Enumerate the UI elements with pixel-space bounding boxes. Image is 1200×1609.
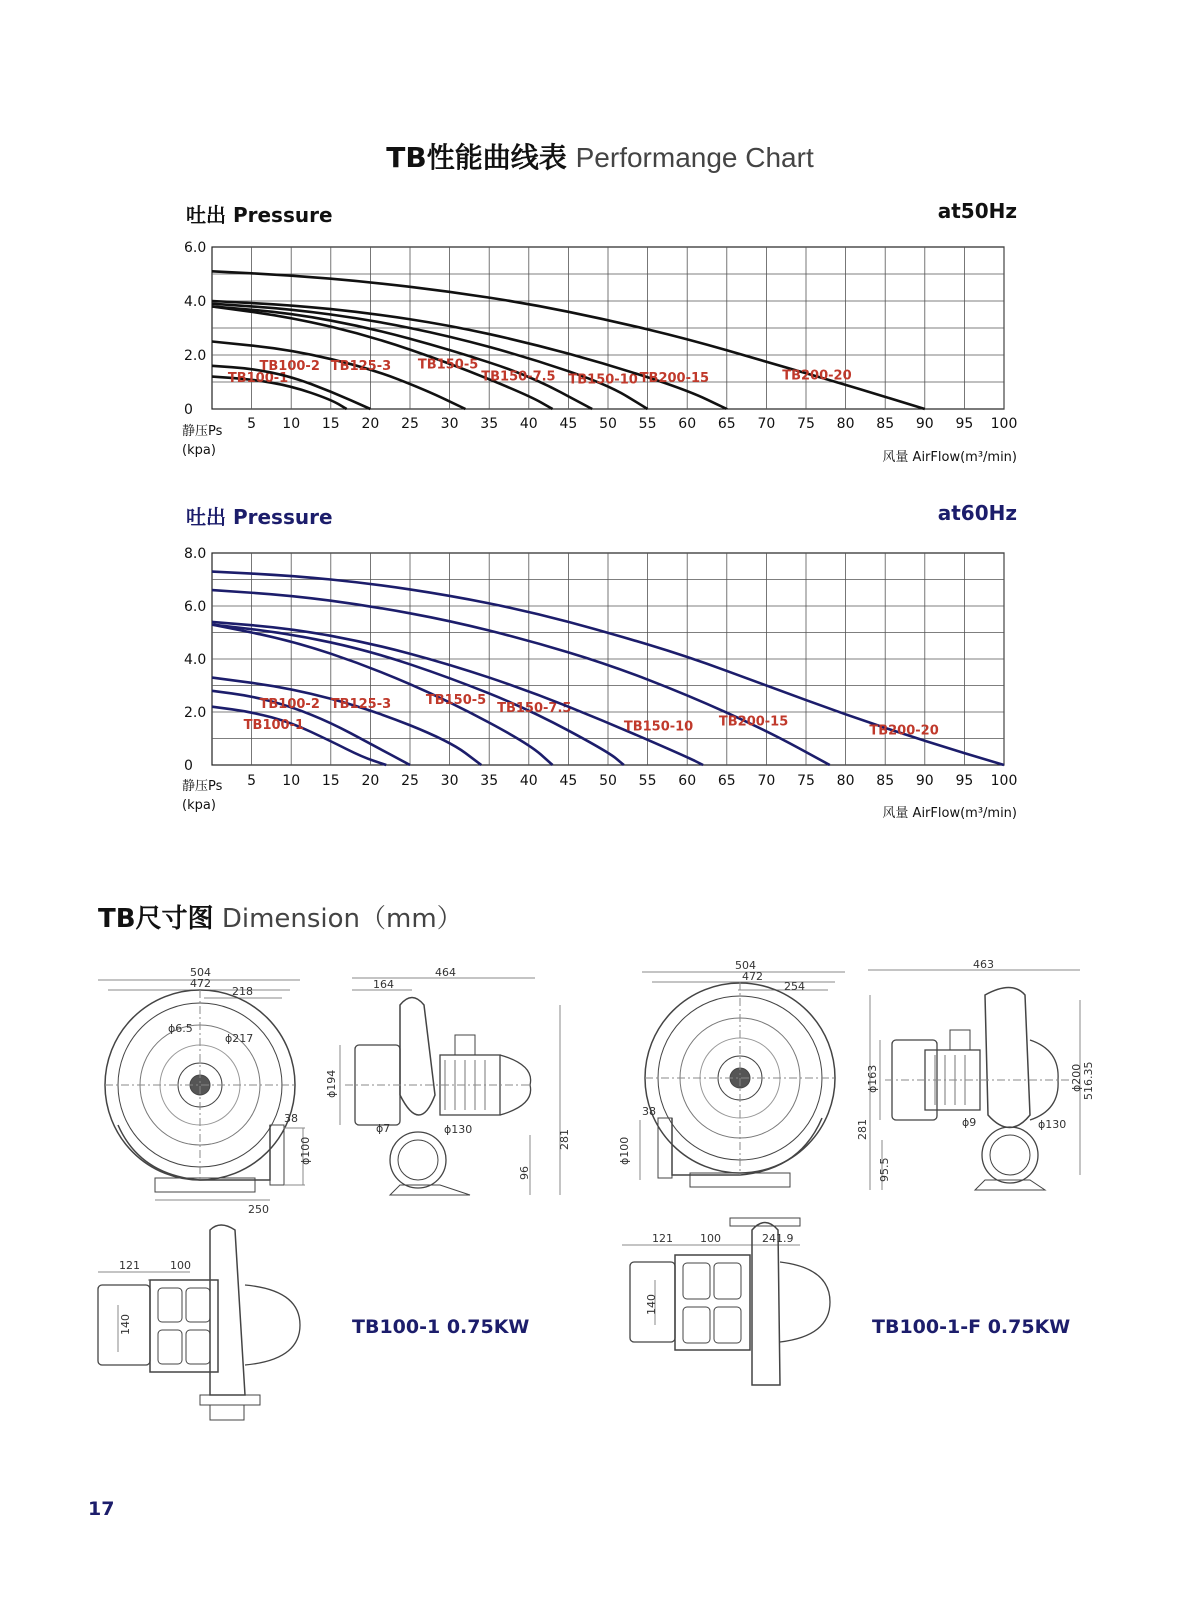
dim-2-464: 464 (435, 966, 456, 979)
dim-5-100: 100 (170, 1259, 191, 1272)
chart-60hz-xtick: 90 (915, 773, 934, 789)
chart-60hz-xtick: 35 (480, 773, 499, 789)
chart-50hz-label-tb125-3: TB125-3 (330, 358, 392, 374)
dim-5-140: 140 (119, 1314, 132, 1335)
chart-60hz-ytick: 8.0 (184, 546, 207, 562)
dim-4-463: 463 (973, 958, 994, 971)
chart-50hz-xtick: 15 (321, 416, 340, 432)
dim-2-96: 96 (518, 1166, 531, 1180)
chart-50hz-xlabel: 风量 AirFlow(m³/min) (882, 450, 1017, 465)
chart-60hz-label-tb100-2: TB100-2 (259, 697, 320, 713)
chart-60hz-xtick: 80 (836, 773, 855, 789)
dimension-title-cn: TB尺寸图 (98, 904, 214, 934)
dim-4-281: 281 (856, 1119, 869, 1140)
chart-60hz-xtick: 15 (321, 773, 340, 789)
dim-3-254: 254 (784, 980, 805, 993)
dim-3-472: 472 (742, 970, 763, 983)
dim-6-121: 121 (652, 1232, 673, 1245)
chart-60hz-xtick: 85 (876, 773, 895, 789)
dim-1-250: 250 (248, 1203, 269, 1216)
dim-1-phi100: ϕ100 (299, 1136, 312, 1165)
chart-60hz-title: 吐出 Pressure (186, 505, 333, 529)
chart-50hz-label-tb200-20: TB200-20 (782, 368, 852, 384)
chart-50hz-title: 吐出 Pressure (186, 203, 333, 227)
chart-50hz-xtick: 30 (440, 416, 459, 432)
chart-50hz-xtick: 25 (401, 416, 419, 432)
dim-2-phi130: ϕ130 (444, 1123, 473, 1136)
chart-60hz-series-tb150-7-5 (212, 625, 624, 765)
chart-60hz-label-tb150-10: TB150-10 (623, 719, 694, 735)
dim-6-100: 100 (700, 1232, 721, 1245)
chart-50hz-xtick: 60 (678, 416, 697, 432)
chart-50hz-xtick: 85 (876, 416, 895, 432)
dim-3-504: 504 (735, 959, 756, 972)
drawing-side-tb100-1 (340, 978, 560, 1195)
page-title-en: Performange Chart (575, 142, 814, 173)
dimension-title (98, 898, 463, 935)
dim-3-38: 38 (642, 1105, 656, 1118)
chart-60hz-xlabel: 风量 AirFlow(m³/min) (882, 806, 1017, 821)
chart-50hz-xtick: 100 (990, 416, 1018, 432)
page-title-cn: TB性能曲线表 (386, 141, 567, 174)
chart-50hz-ytick: 0 (184, 402, 193, 418)
chart-50hz-label-tb150-7-5: TB150-7.5 (481, 369, 556, 385)
chart-50hz-xtick: 55 (638, 416, 657, 432)
chart-60hz-label-tb150-5: TB150-5 (425, 693, 487, 709)
chart-60hz-xtick: 30 (440, 773, 459, 789)
dim-5-121: 121 (119, 1259, 140, 1272)
dim-1-504: 504 (190, 966, 211, 979)
dim-6-241-9: 241.9 (762, 1232, 794, 1245)
chart-60hz-label-tb100-1: TB100-1 (243, 718, 305, 734)
dim-4-phi9: ϕ9 (962, 1116, 977, 1129)
chart-50hz-xtick: 40 (519, 416, 538, 432)
chart-60hz-ylabel-line2: (kpa) (182, 798, 216, 813)
chart-50hz-xtick: 70 (757, 416, 776, 432)
chart-60hz-ytick: 6.0 (184, 599, 207, 615)
page-number: 17 (88, 1498, 115, 1520)
chart-60hz-xtick: 95 (955, 773, 974, 789)
chart-50hz-xtick: 35 (480, 416, 499, 432)
chart-60hz-xtick: 40 (519, 773, 538, 789)
chart-60hz-xtick: 70 (757, 773, 776, 789)
chart-50hz-label-tb100-1: TB100-1 (227, 371, 289, 386)
chart-60hz-label-tb200-15: TB200-15 (718, 714, 789, 730)
chart-50hz-xtick: 90 (915, 416, 934, 432)
chart-50hz-ylabel-line2: (kpa) (182, 443, 216, 458)
chart-50hz-xtick: 75 (797, 416, 815, 432)
chart-60hz-xtick: 45 (559, 773, 578, 789)
chart-50hz-xtick: 65 (717, 416, 736, 432)
dimension-drawings (0, 950, 1200, 1430)
drawing-side-tb100-1-f (868, 970, 1080, 1190)
chart-60hz-xtick: 55 (638, 773, 657, 789)
chart-50hz-ytick: 2.0 (184, 348, 207, 364)
dim-2-281: 281 (558, 1129, 571, 1150)
chart-60hz-xtick: 10 (282, 773, 301, 789)
dim-4-95-5: 95.5 (878, 1157, 891, 1182)
chart-50hz-label-tb150-5: TB150-5 (417, 357, 479, 373)
chart-50hz-ylabel-line1: 静压Ps (182, 424, 223, 439)
chart-50hz-label-tb100-2: TB100-2 (259, 358, 320, 374)
chart-60hz-xtick: 65 (717, 773, 736, 789)
chart-60hz-xtick: 25 (401, 773, 419, 789)
dim-6-140: 140 (645, 1294, 658, 1315)
chart-60hz-label-tb200-20: TB200-20 (869, 723, 939, 739)
dim-1-phi6-5: ϕ6.5 (168, 1022, 193, 1035)
dim-2-phi194: ϕ194 (325, 1069, 338, 1098)
chart-60hz-ylabel (182, 777, 222, 815)
chart-60hz-ytick: 0 (184, 758, 193, 774)
chart-50hz-frequency: at50Hz (937, 199, 1017, 223)
chart-60hz-series-tb100-1 (212, 707, 386, 765)
chart-50hz-xtick: 20 (361, 416, 380, 432)
chart-50hz-xtick: 45 (559, 416, 578, 432)
model-label-tb100-1-f: TB100-1-F 0.75KW (872, 1316, 1071, 1338)
dim-4-516-35: 516.35 (1082, 1061, 1095, 1100)
chart-50hz-xtick: 10 (282, 416, 301, 432)
chart-60hz-ylabel-line1: 静压Ps (182, 779, 223, 794)
dim-1-218: 218 (232, 985, 253, 998)
chart-60hz-xtick: 75 (797, 773, 815, 789)
dimension-title-en: Dimension（mm） (221, 904, 463, 934)
drawing-front-tb100-1 (98, 980, 305, 1200)
chart-60hz-xtick: 60 (678, 773, 697, 789)
chart-60hz-xtick: 100 (990, 773, 1018, 789)
chart-50hz-xtick: 5 (247, 416, 257, 432)
drawing-front-tb100-1-f (640, 972, 845, 1187)
dim-4-phi163: ϕ163 (866, 1064, 879, 1093)
chart-50hz-xtick: 95 (955, 416, 974, 432)
chart-60hz-ytick: 4.0 (184, 652, 207, 668)
chart-50hz-label-tb150-10: TB150-10 (568, 372, 638, 388)
dim-3-phi100: ϕ100 (618, 1136, 631, 1165)
dim-1-phi217: ϕ217 (225, 1032, 254, 1045)
chart-50hz-xtick: 80 (836, 416, 855, 432)
dim-2-164: 164 (373, 978, 394, 991)
chart-60hz-label-tb125-3: TB125-3 (330, 697, 392, 713)
chart-60hz-xtick: 20 (361, 773, 380, 789)
chart-50hz-xtick: 50 (599, 416, 617, 432)
chart-50hz-ytick: 6.0 (184, 240, 207, 256)
chart-60hz-xtick: 5 (247, 773, 257, 789)
chart-50hz-ytick: 4.0 (184, 294, 207, 310)
dim-4-phi130: ϕ130 (1038, 1118, 1067, 1131)
dim-1-38: 38 (284, 1112, 298, 1125)
model-label-tb100-1: TB100-1 0.75KW (352, 1316, 530, 1338)
chart-60hz-label-tb150-7-5: TB150-7.5 (497, 701, 572, 716)
chart-60hz-frequency: at60Hz (937, 501, 1017, 525)
chart-60hz-xtick: 50 (599, 773, 617, 789)
dim-4-phi200: ϕ200 (1070, 1063, 1083, 1092)
dim-1-472: 472 (190, 977, 211, 990)
dim-2-phi7: ϕ7 (376, 1122, 391, 1135)
chart-50hz-label-tb200-15: TB200-15 (639, 371, 710, 386)
chart-60hz-ytick: 2.0 (184, 705, 207, 721)
